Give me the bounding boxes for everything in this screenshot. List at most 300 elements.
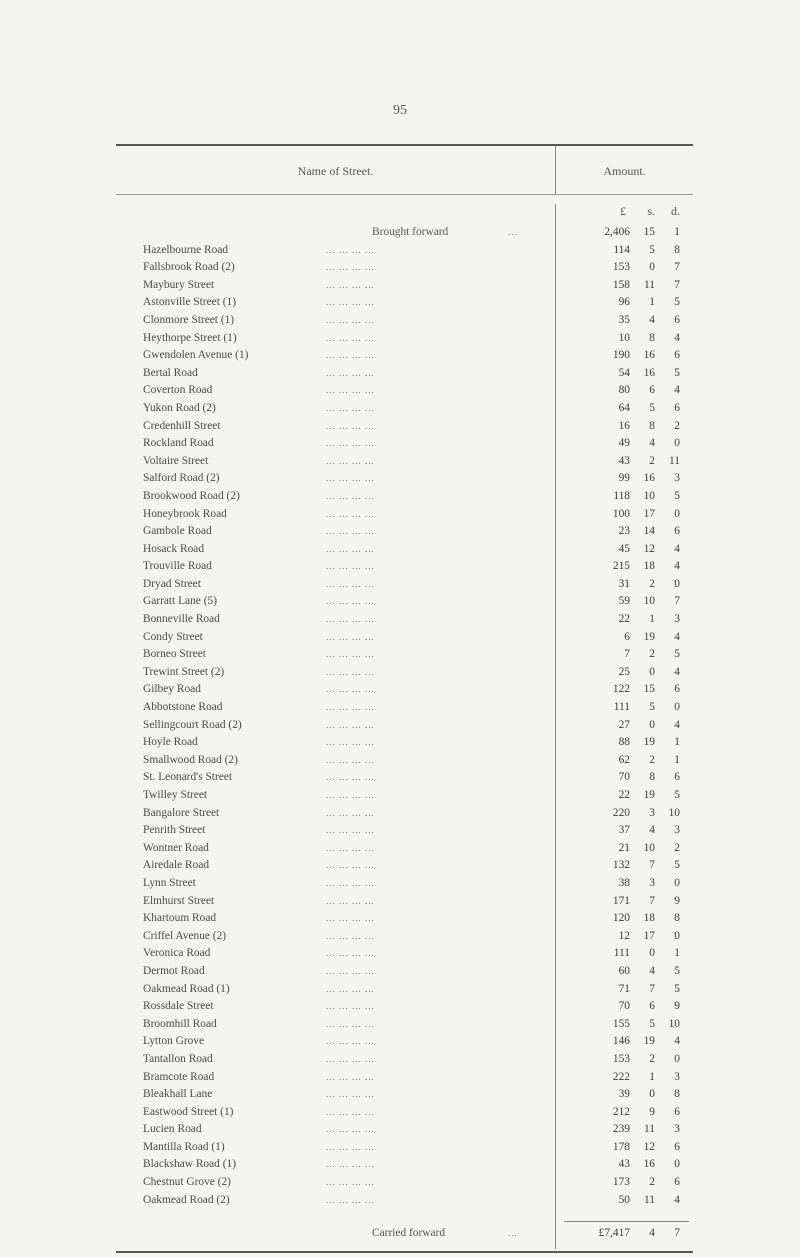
table-row bbox=[116, 242, 693, 260]
amount-pence: 4 bbox=[674, 331, 680, 344]
amount-pounds: 6 bbox=[624, 630, 630, 643]
street-name: Hoyle Road bbox=[143, 736, 198, 749]
amount-shillings: 3 bbox=[649, 876, 655, 889]
amount-pence: 4 bbox=[674, 560, 680, 573]
table-row bbox=[116, 822, 693, 840]
leader-dots: ... ... ... ... bbox=[326, 666, 375, 677]
leader-dots: ... ... ... ... bbox=[326, 631, 375, 642]
leader-dots: ... ... ... ... bbox=[326, 614, 375, 625]
amount-pounds: 54 bbox=[618, 366, 630, 379]
amount-shillings: 16 bbox=[643, 366, 655, 379]
amount-shillings: 1 bbox=[649, 1070, 655, 1083]
amount-shillings: 5 bbox=[649, 401, 655, 414]
street-name: Brookwood Road (2) bbox=[143, 489, 240, 502]
street-name: Trouville Road bbox=[143, 560, 212, 573]
amount-shillings: 1 bbox=[649, 613, 655, 626]
amount-shillings: 11 bbox=[644, 1193, 655, 1206]
table-row bbox=[116, 681, 693, 699]
amount-pounds: 153 bbox=[612, 1052, 630, 1065]
street-name: Yukon Road (2) bbox=[143, 401, 216, 414]
amount-pounds: 114 bbox=[613, 243, 630, 256]
amount-pence: 0 bbox=[674, 1052, 680, 1065]
table-row bbox=[116, 963, 693, 981]
table-row bbox=[116, 857, 693, 875]
amount-pounds: 31 bbox=[618, 577, 630, 590]
table-row bbox=[116, 1086, 693, 1104]
amount-shillings: 10 bbox=[643, 489, 655, 502]
amount-shillings: 19 bbox=[643, 789, 655, 801]
table-row bbox=[116, 1104, 693, 1122]
amount-pence: 6 bbox=[674, 683, 680, 696]
amount-shillings: 7 bbox=[649, 859, 655, 872]
amount-pence: 1 bbox=[674, 947, 680, 960]
street-name: Gambole Road bbox=[143, 525, 212, 538]
amount-pounds: 27 bbox=[618, 718, 630, 731]
leader-dots: ... ... ... ... bbox=[326, 1053, 375, 1064]
leader-dots: ... ... ... ... bbox=[326, 807, 375, 818]
brought-forward-label: Brought forward bbox=[372, 226, 449, 238]
amount-pence: 0 bbox=[674, 929, 680, 942]
unit-pence: d. bbox=[671, 204, 680, 218]
amount-pounds: 173 bbox=[612, 1176, 630, 1189]
leader-dots: ... ... ... ... bbox=[326, 1089, 375, 1100]
amount-pence: 8 bbox=[674, 912, 680, 925]
unit-pounds: £ bbox=[620, 204, 626, 218]
amount-pence: 4 bbox=[674, 1035, 680, 1048]
amount-shillings: 19 bbox=[643, 1035, 655, 1048]
leader-dots: ... ... ... ... bbox=[326, 790, 375, 800]
amount-pence: 5 bbox=[674, 648, 680, 661]
street-name: Salford Road (2) bbox=[143, 472, 220, 485]
street-name: Voltaire Street bbox=[143, 454, 209, 467]
amount-shillings: 14 bbox=[643, 525, 655, 538]
leader-dots: ... ... ... ... bbox=[326, 1071, 375, 1082]
leader-dots: ... ... ... ... bbox=[326, 578, 375, 589]
table-row bbox=[116, 470, 693, 488]
street-name: St. Leonard's Street bbox=[143, 771, 233, 784]
amount-shillings: 5 bbox=[649, 243, 655, 256]
amount-pounds: 153 bbox=[612, 261, 630, 274]
table-row bbox=[116, 1192, 693, 1210]
amount-pounds: 23 bbox=[618, 525, 630, 538]
amount-pounds: 21 bbox=[618, 841, 630, 854]
amount-pounds: 7 bbox=[624, 648, 630, 661]
amount-pounds: 122 bbox=[612, 683, 630, 696]
leader-dots: ... ... ... ... bbox=[326, 508, 375, 519]
amount-pounds: 132 bbox=[612, 859, 630, 872]
amount-pence: 5 bbox=[674, 789, 680, 801]
amount-pence: 2 bbox=[674, 841, 680, 854]
amount-shillings: 5 bbox=[649, 1017, 655, 1030]
amount-shillings: 16 bbox=[643, 349, 655, 362]
leader-dots: ... ... ... ... bbox=[326, 1036, 375, 1047]
amount-shillings: 8 bbox=[649, 771, 655, 784]
table-row bbox=[116, 400, 693, 418]
amount-pence: 7 bbox=[674, 261, 680, 274]
table-row bbox=[116, 699, 693, 717]
table-row bbox=[116, 981, 693, 999]
amount-shillings: 6 bbox=[649, 1000, 655, 1013]
street-name: Heythorpe Street (1) bbox=[143, 331, 237, 344]
units-row bbox=[116, 204, 693, 224]
leader-dots: ... ... ... ... bbox=[326, 737, 375, 748]
leader-dots: ... ... ... ... bbox=[326, 772, 375, 783]
table-body bbox=[116, 204, 693, 1243]
amount-shillings: 0 bbox=[649, 718, 655, 731]
table-row bbox=[116, 1033, 693, 1051]
amount-pounds: 12 bbox=[618, 929, 630, 942]
street-name: Clonmore Street (1) bbox=[143, 313, 235, 326]
amount-pounds: 70 bbox=[618, 1000, 630, 1013]
leader-dots: ... ... ... ... bbox=[326, 1001, 375, 1012]
table-row bbox=[116, 1156, 693, 1174]
amount-pounds: 190 bbox=[612, 349, 630, 362]
amount-pence: 5 bbox=[674, 859, 680, 872]
leader-dots: ... ... ... ... bbox=[326, 279, 375, 290]
amount-pounds: 239 bbox=[612, 1123, 630, 1136]
leader-dots: ... ... ... ... bbox=[326, 1141, 375, 1152]
leader-dots: ... ... ... ... bbox=[326, 543, 375, 554]
carried-forward-pounds: £7,417 bbox=[598, 1227, 630, 1240]
amount-pounds: 178 bbox=[612, 1140, 630, 1153]
amount-pence: 3 bbox=[674, 1070, 680, 1083]
amount-pence: 6 bbox=[674, 1176, 680, 1189]
amount-pence: 4 bbox=[674, 1193, 680, 1206]
table-row bbox=[116, 558, 693, 576]
header-amount: Amount. bbox=[603, 164, 646, 178]
amount-pounds: 146 bbox=[612, 1035, 630, 1048]
leader-dots: ... ... ... ... bbox=[326, 1159, 375, 1170]
street-name: Dermot Road bbox=[143, 964, 205, 977]
amount-pounds: 220 bbox=[612, 806, 630, 819]
amount-shillings: 17 bbox=[643, 929, 655, 942]
street-name: Rossdale Street bbox=[143, 1000, 214, 1013]
amount-pence: 8 bbox=[674, 243, 680, 256]
header-rule bbox=[116, 194, 693, 195]
leader-dots: ... ... ... ... bbox=[326, 402, 375, 413]
leader-dots: ... ... ... ... bbox=[326, 561, 375, 572]
street-name: Blackshaw Road (1) bbox=[143, 1158, 236, 1171]
street-name: Hosack Road bbox=[143, 542, 205, 555]
amount-pence: 3 bbox=[674, 1123, 680, 1136]
table-row bbox=[116, 330, 693, 348]
amount-pounds: 39 bbox=[618, 1088, 630, 1101]
amount-shillings: 4 bbox=[649, 824, 655, 837]
amount-pence: 4 bbox=[674, 542, 680, 555]
amount-pence: 10 bbox=[668, 806, 680, 819]
amount-pounds: 45 bbox=[618, 542, 630, 555]
street-rows bbox=[116, 242, 693, 1210]
street-name: Veronica Road bbox=[143, 947, 211, 960]
amount-pence: 6 bbox=[674, 313, 680, 326]
table-row bbox=[116, 576, 693, 594]
table-row bbox=[116, 752, 693, 770]
amount-pence: 6 bbox=[674, 525, 680, 538]
street-name: Lynn Street bbox=[143, 876, 196, 889]
amount-pounds: 62 bbox=[618, 753, 630, 766]
street-name: Fallsbrook Road (2) bbox=[143, 261, 235, 274]
street-name: Sellingcourt Road (2) bbox=[143, 718, 242, 731]
amount-pence: 5 bbox=[674, 489, 680, 502]
table-row bbox=[116, 418, 693, 436]
amount-pence: 0 bbox=[674, 507, 680, 520]
table-row bbox=[116, 717, 693, 735]
amount-pounds: 64 bbox=[618, 401, 630, 414]
table-row bbox=[116, 893, 693, 911]
amount-shillings: 16 bbox=[643, 1158, 655, 1171]
table-row bbox=[116, 506, 693, 524]
amount-pence: 4 bbox=[674, 665, 680, 678]
street-name: Chestnut Grove (2) bbox=[143, 1176, 231, 1189]
amount-pounds: 22 bbox=[618, 613, 630, 626]
amount-pence: 2 bbox=[674, 419, 680, 432]
table-row bbox=[116, 541, 693, 559]
table-row bbox=[116, 277, 693, 295]
leader-dots: ... ... ... ... bbox=[326, 244, 375, 255]
table-row bbox=[116, 1174, 693, 1192]
amount-pounds: 99 bbox=[618, 472, 630, 485]
table-row bbox=[116, 998, 693, 1016]
street-name: Bangalore Street bbox=[143, 806, 220, 819]
street-name: Eastwood Street (1) bbox=[143, 1105, 234, 1118]
street-name: Airedale Road bbox=[143, 859, 210, 872]
amount-pence: 0 bbox=[674, 701, 680, 714]
amount-pence: 6 bbox=[674, 1105, 680, 1118]
table-row bbox=[116, 347, 693, 365]
amount-pounds: 10 bbox=[618, 331, 630, 344]
amount-shillings: 11 bbox=[644, 1123, 655, 1136]
street-name: Hazelbourne Road bbox=[143, 243, 229, 256]
page-number: 95 bbox=[393, 103, 407, 118]
table-row bbox=[116, 928, 693, 946]
amount-pence: 3 bbox=[674, 824, 680, 837]
leader-dots: ... ... ... ... bbox=[326, 930, 375, 941]
amount-pence: 6 bbox=[674, 349, 680, 362]
table-row bbox=[116, 646, 693, 664]
amount-pounds: 158 bbox=[612, 278, 630, 291]
amount-shillings: 2 bbox=[649, 648, 655, 661]
brought-forward-pounds: 2,406 bbox=[604, 226, 630, 238]
table-row bbox=[116, 875, 693, 893]
leader-dots: ... ... ... ... bbox=[326, 314, 375, 325]
leader-dots: ... ... ... ... bbox=[326, 983, 375, 994]
amount-shillings: 2 bbox=[649, 577, 655, 590]
amount-shillings: 6 bbox=[649, 384, 655, 397]
leader-dots: ... ... ... ... bbox=[326, 385, 375, 396]
carried-forward-label: Carried forward bbox=[372, 1227, 446, 1240]
street-name: Broomhill Road bbox=[143, 1017, 217, 1030]
street-name: Bleakhall Lane bbox=[143, 1088, 213, 1101]
amount-pounds: 38 bbox=[618, 876, 630, 889]
amount-shillings: 4 bbox=[649, 313, 655, 326]
leader-dots: ... ... ... ... bbox=[326, 438, 375, 449]
leader-dots: ... ... ... ... bbox=[326, 948, 375, 959]
table-row bbox=[116, 1016, 693, 1034]
leader-dots: ... ... ... ... bbox=[326, 473, 375, 484]
amount-pounds: 88 bbox=[618, 736, 630, 749]
amount-pounds: 96 bbox=[618, 296, 630, 309]
amount-pounds: 155 bbox=[612, 1017, 630, 1030]
table-row bbox=[116, 910, 693, 928]
amount-pounds: 111 bbox=[613, 701, 630, 714]
amount-shillings: 12 bbox=[643, 542, 655, 555]
amount-pence: 5 bbox=[674, 366, 680, 379]
street-name: Elmhurst Street bbox=[143, 894, 215, 907]
table-row bbox=[116, 805, 693, 823]
amount-pence: 5 bbox=[674, 982, 680, 995]
amount-pounds: 222 bbox=[612, 1070, 630, 1083]
table-row bbox=[116, 488, 693, 506]
leader-dots: ... ... ... ... bbox=[326, 490, 375, 501]
amount-pounds: 100 bbox=[612, 507, 630, 520]
amount-pence: 6 bbox=[674, 1140, 680, 1153]
leader-dots: ... ... ... ... bbox=[326, 1124, 375, 1135]
street-name: Khartoum Road bbox=[143, 912, 217, 925]
amount-pounds: 49 bbox=[618, 437, 630, 450]
amount-shillings: 19 bbox=[643, 736, 655, 749]
amount-pounds: 71 bbox=[618, 982, 630, 995]
street-name: Credenhill Street bbox=[143, 419, 221, 432]
leader-dots: ... ... ... ... bbox=[326, 825, 375, 836]
leader-dots: ... ... ... ... bbox=[326, 965, 375, 976]
amount-pence: 9 bbox=[674, 894, 680, 907]
amount-shillings: 5 bbox=[649, 701, 655, 714]
amount-pence: 0 bbox=[674, 437, 680, 450]
street-name: Dryad Street bbox=[143, 577, 201, 590]
table-row bbox=[116, 1121, 693, 1139]
amount-shillings: 18 bbox=[643, 912, 655, 925]
street-name: Bonneville Road bbox=[143, 613, 220, 626]
amount-shillings: 2 bbox=[649, 753, 655, 766]
amount-shillings: 0 bbox=[649, 947, 655, 960]
street-name: Honeybrook Road bbox=[143, 507, 227, 520]
amount-pounds: 70 bbox=[618, 771, 630, 784]
street-name: Rockland Road bbox=[143, 437, 214, 450]
street-name: Wontner Road bbox=[143, 841, 209, 854]
amount-pence: 11 bbox=[669, 454, 680, 467]
carried-forward-row bbox=[116, 1225, 693, 1243]
table-row bbox=[116, 945, 693, 963]
amount-pounds: 16 bbox=[618, 419, 630, 432]
amount-pence: 4 bbox=[674, 718, 680, 731]
brought-forward-row bbox=[116, 224, 693, 242]
street-name: Gwendolen Avenue (1) bbox=[143, 349, 249, 362]
header-name-of-street: Name of Street. bbox=[297, 164, 374, 178]
street-name: Tantallon Road bbox=[143, 1052, 213, 1065]
street-name: Oakmead Road (1) bbox=[143, 982, 230, 995]
table-row bbox=[116, 1139, 693, 1157]
amount-shillings: 0 bbox=[649, 261, 655, 274]
amount-shillings: 0 bbox=[649, 1088, 655, 1101]
amount-pounds: 118 bbox=[613, 489, 630, 502]
amount-pounds: 111 bbox=[613, 947, 630, 960]
street-name: Condy Street bbox=[143, 630, 203, 643]
leader-dots: ... ... ... ... bbox=[326, 1194, 375, 1205]
amounts-table bbox=[116, 144, 693, 1243]
amount-shillings: 8 bbox=[649, 331, 655, 344]
table-row bbox=[116, 734, 693, 752]
leader-dots: ... ... ... ... bbox=[326, 526, 375, 537]
table-row bbox=[116, 769, 693, 787]
street-name: Lytton Grove bbox=[143, 1035, 205, 1048]
leader-dots: ... ... ... ... bbox=[326, 367, 375, 378]
spacer bbox=[116, 1209, 693, 1225]
leader-dots: ... ... ... ... bbox=[326, 332, 375, 343]
leader-dots: ... bbox=[508, 227, 518, 237]
street-name: Abbotstone Road bbox=[143, 701, 223, 714]
amount-shillings: 2 bbox=[649, 454, 655, 467]
amount-pence: 1 bbox=[674, 753, 680, 766]
bottom-rule bbox=[116, 1251, 693, 1253]
street-name: Bramcote Road bbox=[143, 1070, 215, 1083]
amount-pence: 3 bbox=[674, 472, 680, 485]
amount-shillings: 2 bbox=[649, 1052, 655, 1065]
street-name: Gilbey Road bbox=[143, 683, 201, 696]
amount-pounds: 215 bbox=[612, 560, 630, 573]
street-name: Smallwood Road (2) bbox=[143, 753, 238, 766]
amount-shillings: 18 bbox=[643, 560, 655, 573]
brought-forward-pence: 1 bbox=[674, 226, 680, 238]
amount-pounds: 120 bbox=[612, 912, 630, 925]
leader-dots: ... ... ... ... bbox=[326, 596, 375, 607]
amount-shillings: 11 bbox=[644, 278, 655, 291]
street-name: Penrith Street bbox=[143, 824, 206, 837]
carried-forward-pence: 7 bbox=[674, 1227, 680, 1240]
street-name: Criffel Avenue (2) bbox=[143, 929, 227, 942]
amount-pounds: 50 bbox=[618, 1193, 630, 1206]
amount-pence: 5 bbox=[674, 296, 680, 309]
total-separator bbox=[564, 1221, 689, 1222]
amount-shillings: 4 bbox=[649, 437, 655, 450]
leader-dots: ... ... ... ... bbox=[326, 895, 375, 906]
leader-dots: ... bbox=[508, 1228, 518, 1239]
leader-dots: ... ... ... ... bbox=[326, 702, 375, 713]
street-name: Garratt Lane (5) bbox=[143, 595, 217, 608]
amount-shillings: 8 bbox=[649, 419, 655, 432]
table-row bbox=[116, 611, 693, 629]
amount-pounds: 22 bbox=[618, 789, 630, 801]
amount-pence: 4 bbox=[674, 384, 680, 397]
leader-dots: ... ... ... ... bbox=[326, 455, 375, 466]
street-name: Trewint Street (2) bbox=[143, 665, 225, 678]
leader-dots: ... ... ... ... bbox=[326, 262, 375, 273]
amount-shillings: 7 bbox=[649, 982, 655, 995]
leader-dots: ... ... ... ... bbox=[326, 754, 375, 765]
amount-pence: 7 bbox=[674, 595, 680, 608]
amount-pence: 0 bbox=[674, 1158, 680, 1171]
table-row bbox=[116, 435, 693, 453]
table-row bbox=[116, 523, 693, 541]
amount-pounds: 171 bbox=[612, 894, 630, 907]
amount-pence: 7 bbox=[674, 278, 680, 291]
amount-pounds: 43 bbox=[618, 454, 630, 467]
amount-shillings: 4 bbox=[649, 964, 655, 977]
amount-pence: 3 bbox=[674, 613, 680, 626]
leader-dots: ... ... ... ... bbox=[326, 842, 375, 853]
amount-pence: 0 bbox=[674, 577, 680, 590]
amount-shillings: 16 bbox=[643, 472, 655, 485]
table-row bbox=[116, 1051, 693, 1069]
amount-pence: 8 bbox=[674, 1088, 680, 1101]
amount-pounds: 35 bbox=[618, 313, 630, 326]
amount-shillings: 15 bbox=[643, 683, 655, 696]
amount-shillings: 12 bbox=[643, 1140, 655, 1153]
table-row bbox=[116, 312, 693, 330]
brought-forward-shillings: 15 bbox=[643, 226, 655, 238]
amount-shillings: 7 bbox=[649, 894, 655, 907]
street-name: Mantilla Road (1) bbox=[143, 1140, 225, 1153]
table-row bbox=[116, 787, 693, 805]
